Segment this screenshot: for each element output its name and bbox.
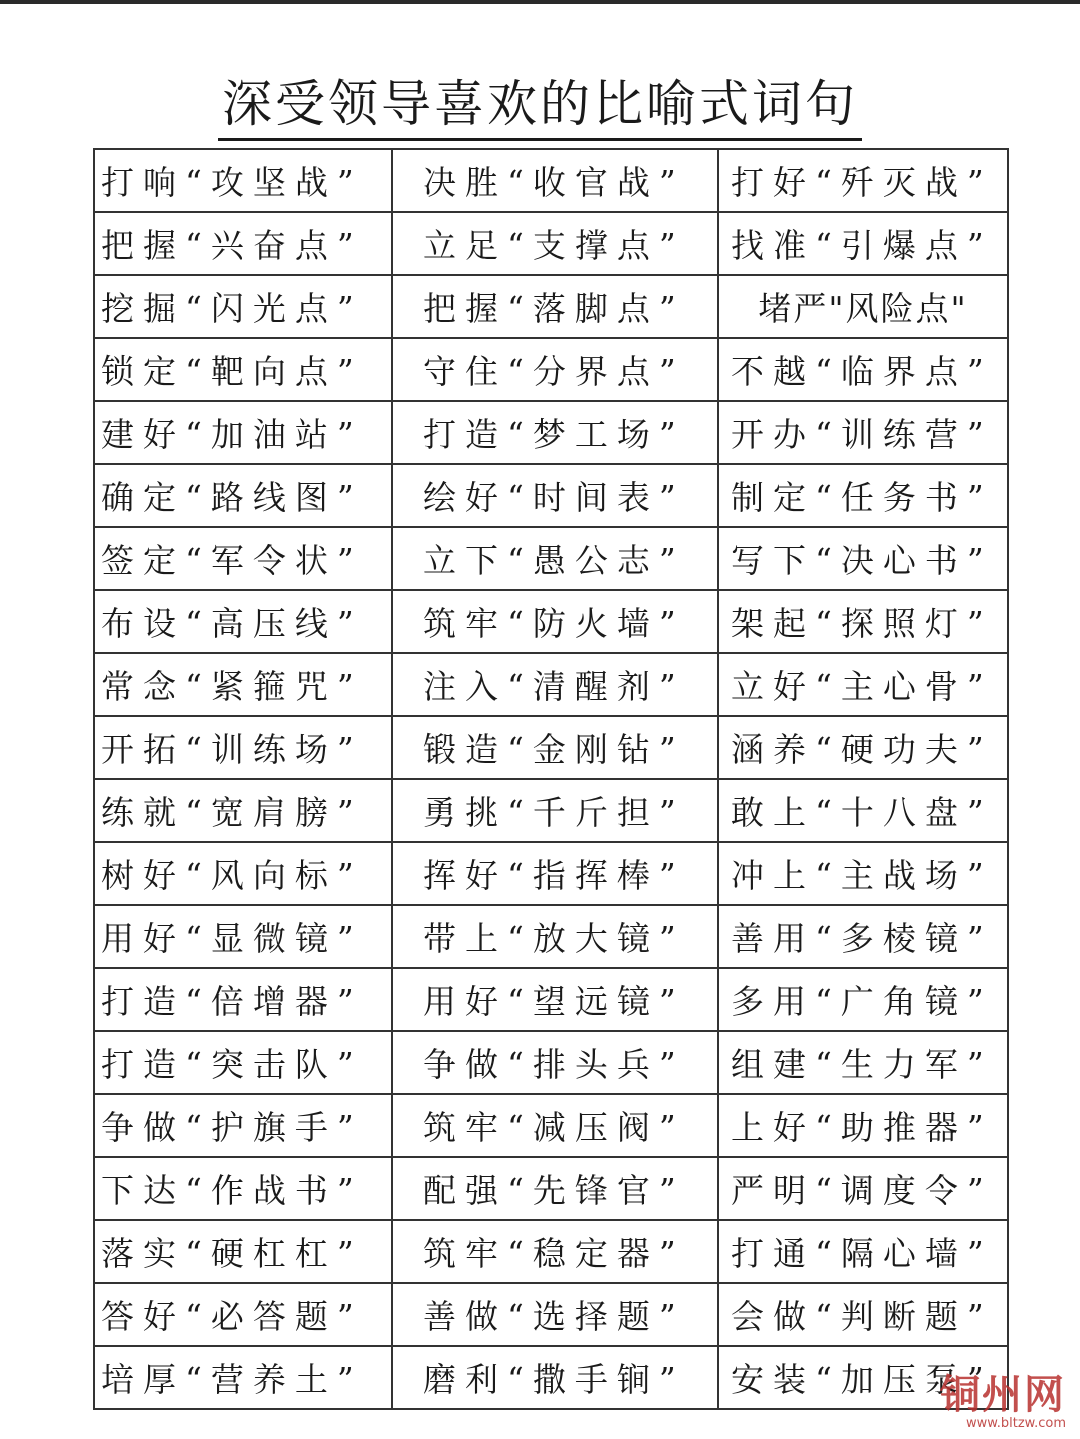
phrase-cell: 配强“先锋官” xyxy=(392,1157,718,1220)
phrase-cell: 堵严"风险点" xyxy=(718,275,1008,338)
phrase-cell: 打通“隔心墙” xyxy=(718,1220,1008,1283)
phrase-cell: 打造“倍增器” xyxy=(94,968,392,1031)
table-row xyxy=(94,464,1008,527)
phrase-cell: 不越“临界点” xyxy=(718,338,1008,401)
phrase-cell: 把握“兴奋点” xyxy=(94,212,392,275)
watermark-logo: 铜州网 xyxy=(940,1371,1066,1418)
table-row xyxy=(94,968,1008,1031)
phrase-cell: 挖掘“闪光点” xyxy=(94,275,392,338)
phrase-cell: 建好“加油站” xyxy=(94,401,392,464)
table-row xyxy=(94,842,1008,905)
phrase-cell: 善用“多棱镜” xyxy=(718,905,1008,968)
phrase-cell: 找准“引爆点” xyxy=(718,212,1008,275)
phrase-cell: 安装“加压泵” xyxy=(718,1346,1008,1409)
phrase-cell: 立足“支撑点” xyxy=(392,212,718,275)
table-row xyxy=(94,779,1008,842)
phrase-cell: 决胜“收官战” xyxy=(392,149,718,212)
phrase-cell: 打造“梦工场” xyxy=(392,401,718,464)
phrase-cell: 严明“调度令” xyxy=(718,1157,1008,1220)
phrase-cell: 锻造“金刚钻” xyxy=(392,716,718,779)
phrase-cell: 常念“紧箍咒” xyxy=(94,653,392,716)
table-row xyxy=(94,401,1008,464)
phrase-cell: 把握“落脚点” xyxy=(392,275,718,338)
table-row xyxy=(94,1031,1008,1094)
phrase-table-container xyxy=(93,148,1007,1410)
phrase-cell: 答好“必答题” xyxy=(94,1283,392,1346)
phrase-cell: 涵养“硬功夫” xyxy=(718,716,1008,779)
top-border xyxy=(0,0,1080,4)
phrase-cell: 上好“助推器” xyxy=(718,1094,1008,1157)
table-row xyxy=(94,1094,1008,1157)
table-row xyxy=(94,1157,1008,1220)
table-row xyxy=(94,338,1008,401)
phrase-cell: 磨利“撒手锏” xyxy=(392,1346,718,1409)
phrase-cell: 用好“显微镜” xyxy=(94,905,392,968)
phrase-cell: 争做“排头兵” xyxy=(392,1031,718,1094)
table-row xyxy=(94,275,1008,338)
watermark xyxy=(940,1373,1066,1431)
phrase-cell: 筑牢“减压阀” xyxy=(392,1094,718,1157)
phrase-cell: 开拓“训练场” xyxy=(94,716,392,779)
phrase-cell: 用好“望远镜” xyxy=(392,968,718,1031)
phrase-cell: 勇挑“千斤担” xyxy=(392,779,718,842)
phrase-cell: 守住“分界点” xyxy=(392,338,718,401)
table-row xyxy=(94,1220,1008,1283)
phrase-cell: 确定“路线图” xyxy=(94,464,392,527)
table-row xyxy=(94,653,1008,716)
phrase-cell: 会做“判断题” xyxy=(718,1283,1008,1346)
phrase-cell: 挥好“指挥棒” xyxy=(392,842,718,905)
phrase-cell: 锁定“靶向点” xyxy=(94,338,392,401)
phrase-cell: 架起“探照灯” xyxy=(718,590,1008,653)
phrase-cell: 树好“风向标” xyxy=(94,842,392,905)
phrase-cell: 培厚“营养土” xyxy=(94,1346,392,1409)
phrase-cell: 带上“放大镜” xyxy=(392,905,718,968)
page-title xyxy=(0,72,1080,141)
phrase-cell: 练就“宽肩膀” xyxy=(94,779,392,842)
phrase-cell: 落实“硬杠杠” xyxy=(94,1220,392,1283)
phrase-cell: 筑牢“稳定器” xyxy=(392,1220,718,1283)
watermark-url: www.bltzw.com xyxy=(966,1416,1066,1431)
table-row xyxy=(94,212,1008,275)
table-row xyxy=(94,905,1008,968)
phrase-cell: 打好“歼灭战” xyxy=(718,149,1008,212)
phrase-cell: 打响“攻坚战” xyxy=(94,149,392,212)
phrase-cell: 制定“任务书” xyxy=(718,464,1008,527)
table-row xyxy=(94,527,1008,590)
phrase-cell: 善做“选择题” xyxy=(392,1283,718,1346)
table-row xyxy=(94,149,1008,212)
phrase-cell: 立下“愚公志” xyxy=(392,527,718,590)
phrase-cell: 签定“军令状” xyxy=(94,527,392,590)
phrase-cell: 筑牢“防火墙” xyxy=(392,590,718,653)
phrase-cell: 下达“作战书” xyxy=(94,1157,392,1220)
phrase-cell: 争做“护旗手” xyxy=(94,1094,392,1157)
phrase-cell: 组建“生力军” xyxy=(718,1031,1008,1094)
phrase-cell: 布设“高压线” xyxy=(94,590,392,653)
phrase-table-body xyxy=(94,149,1008,1409)
title-text: 深受领导喜欢的比喻式词句 xyxy=(218,72,862,141)
phrase-cell: 写下“决心书” xyxy=(718,527,1008,590)
phrase-cell: 开办“训练营” xyxy=(718,401,1008,464)
phrase-cell: 敢上“十八盘” xyxy=(718,779,1008,842)
phrase-cell: 冲上“主战场” xyxy=(718,842,1008,905)
phrase-table xyxy=(93,148,1009,1410)
table-row xyxy=(94,1346,1008,1409)
phrase-cell: 绘好“时间表” xyxy=(392,464,718,527)
table-row xyxy=(94,1283,1008,1346)
phrase-cell: 多用“广角镜” xyxy=(718,968,1008,1031)
phrase-cell: 立好“主心骨” xyxy=(718,653,1008,716)
table-row xyxy=(94,716,1008,779)
phrase-cell: 打造“突击队” xyxy=(94,1031,392,1094)
table-row xyxy=(94,590,1008,653)
phrase-cell: 注入“清醒剂” xyxy=(392,653,718,716)
